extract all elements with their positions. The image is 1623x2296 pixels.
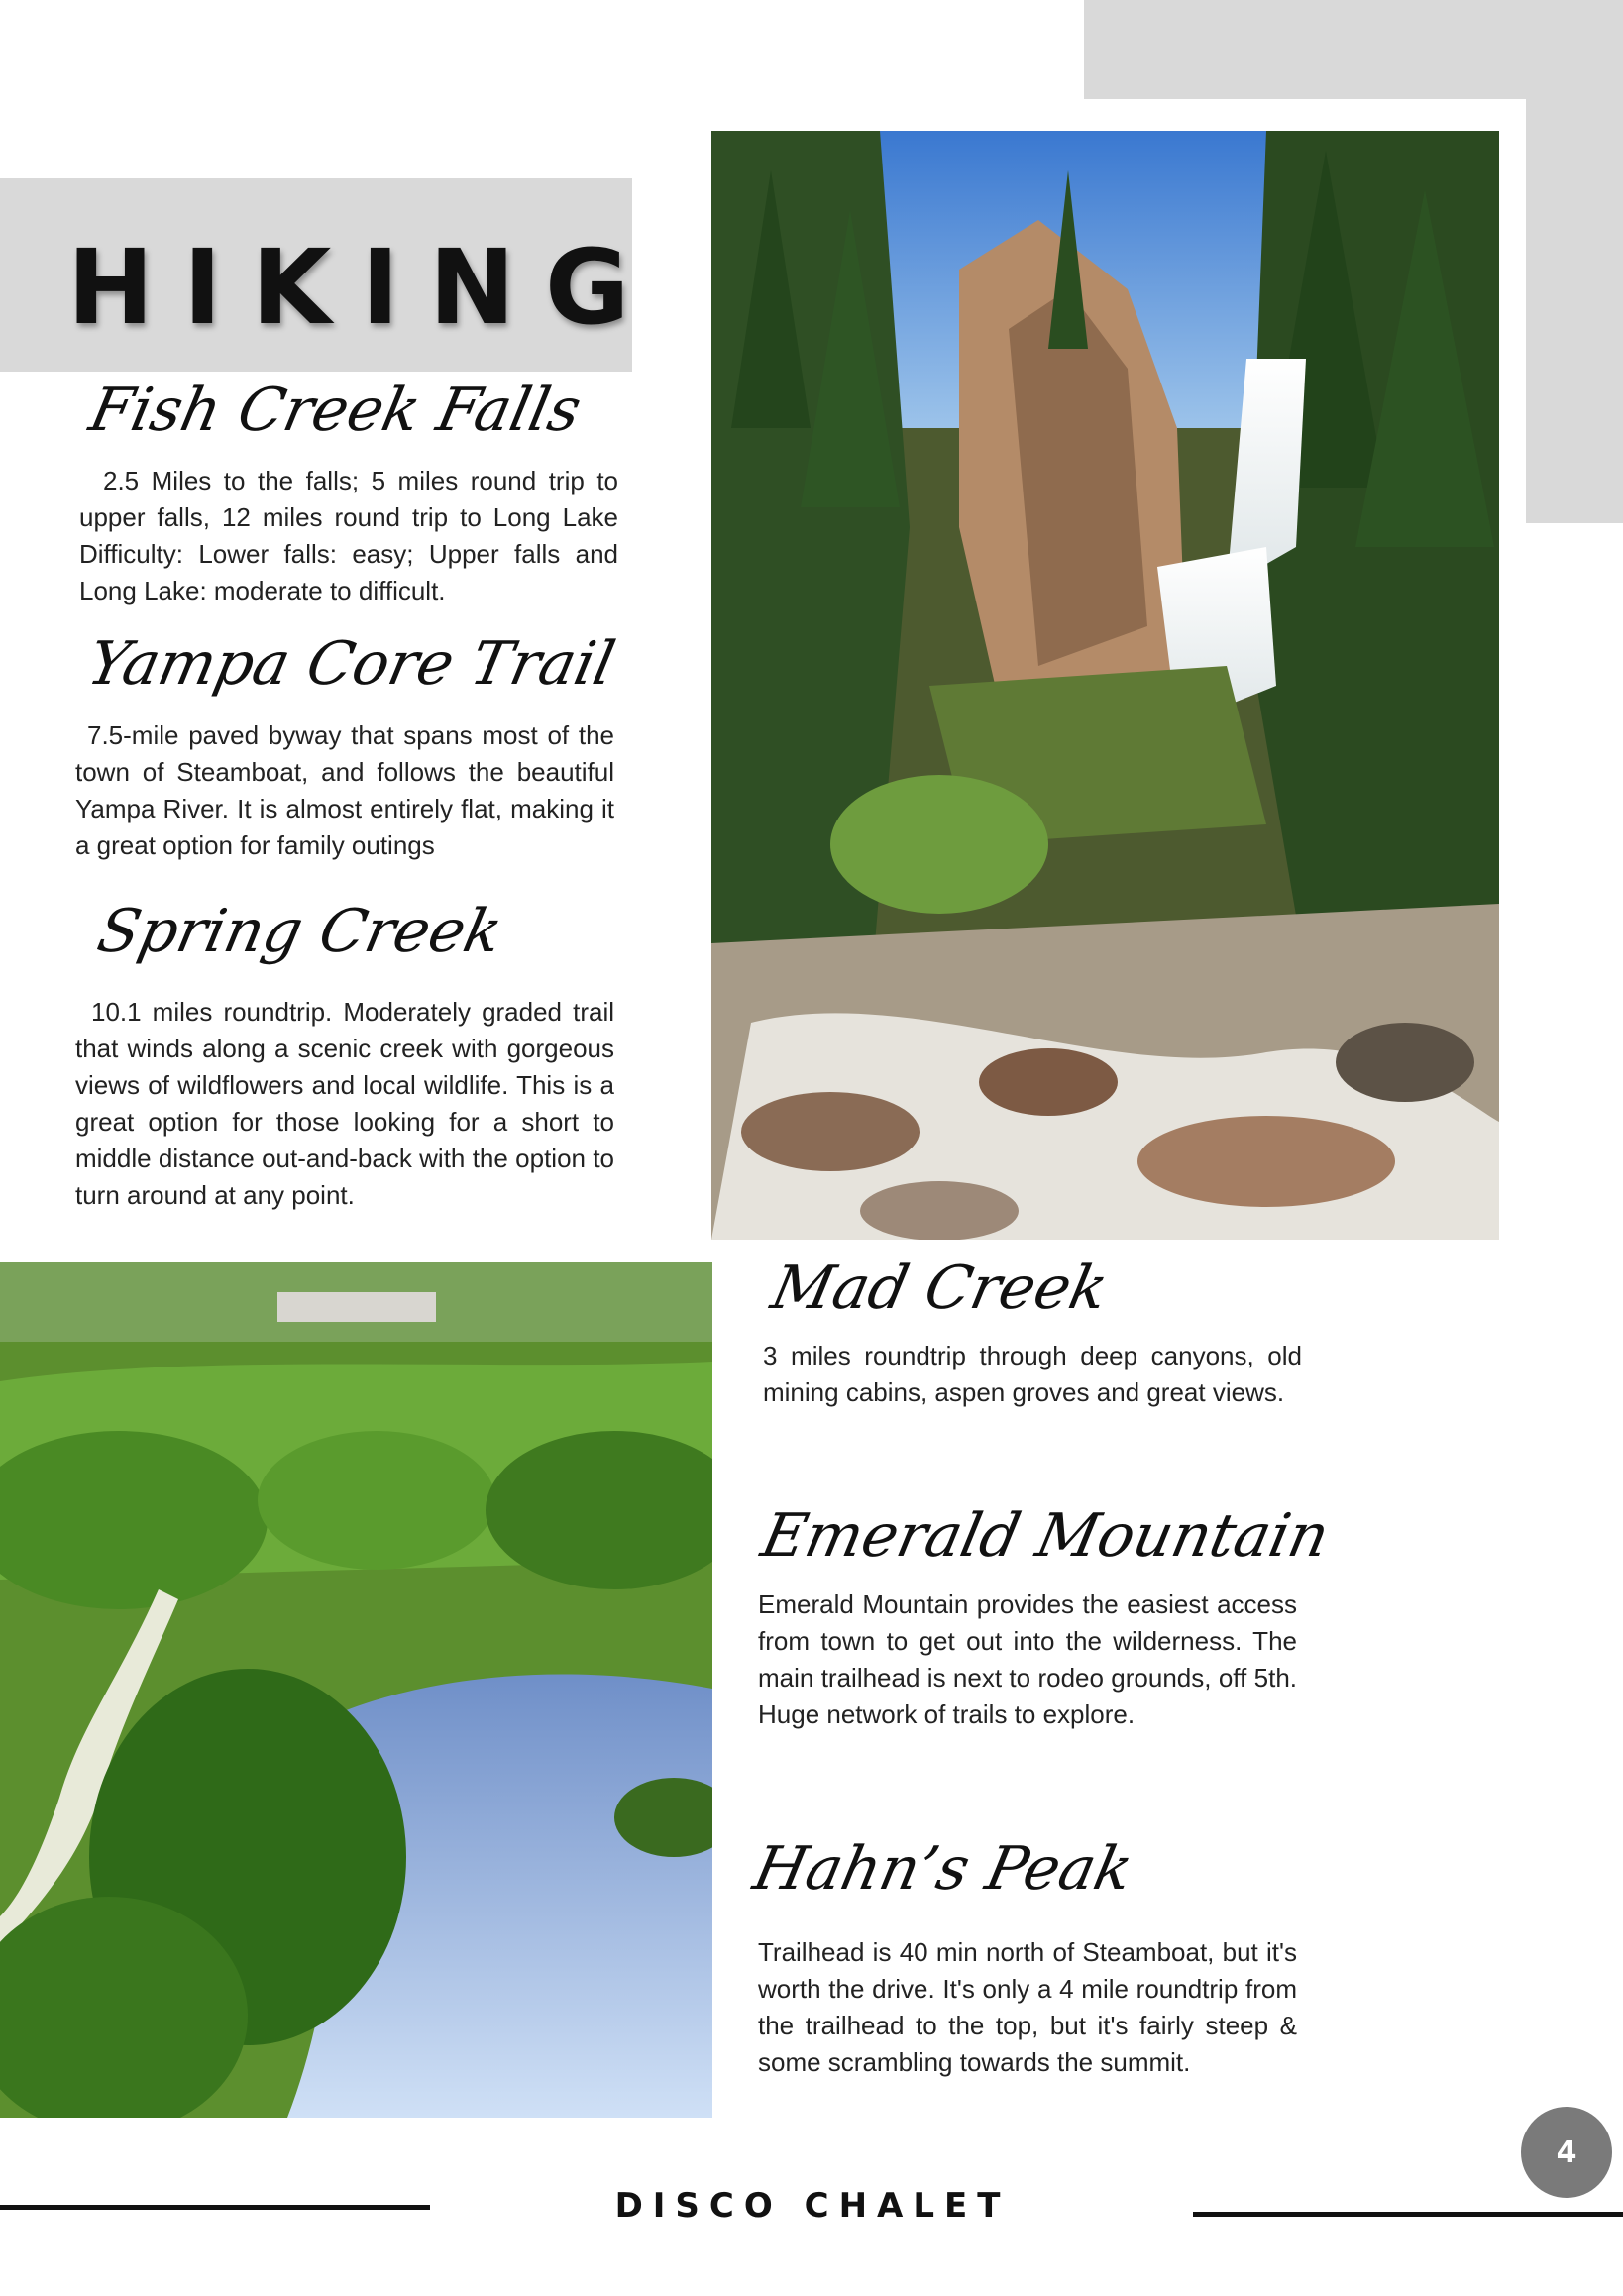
trail-description-yampa-core-trail: 7.5-mile paved byway that spans most of the town of Steamboat, and follows the beautiful Yampa River. It is almost entirely flat, making it a great option for family outings — [75, 720, 614, 860]
trail-name-emerald-mountain: Emerald Mountain — [755, 1501, 1336, 1571]
trail-name-yampa-core-trail: Yampa Core Trail — [81, 629, 621, 699]
river-trail-photo — [0, 1262, 712, 2118]
trail-name-fish-creek-falls: Fish Creek Falls — [83, 376, 588, 445]
footer-divider-right — [1193, 2212, 1623, 2217]
page-number-badge: 4 — [1521, 2107, 1612, 2198]
trail-description-fish-creek-falls: 2.5 Miles to the falls; 5 miles round trip to upper falls, 12 miles round trip to Long Lake Difficulty: Lower falls: easy; Upper falls and Long Lake: moderate to difficult. — [79, 466, 618, 605]
trail-name-mad-creek: Mad Creek — [765, 1254, 1115, 1323]
top-right-gray-block — [1084, 0, 1623, 99]
trail-description-mad-creek: 3 miles roundtrip through deep canyons, old mining cabins, aspen groves and great views. — [763, 1341, 1302, 1407]
trail-name-hahns-peak: Hahn’s Peak — [747, 1834, 1139, 1904]
waterfall-photo — [711, 131, 1499, 1240]
page-title: HIKING — [67, 227, 660, 348]
side-right-gray-block — [1526, 99, 1623, 523]
trail-description-hahns-peak: Trailhead is 40 min north of Steamboat, but it's worth the drive. It's only a 4 mile roundtrip from the trailhead to the top, but it's fairly steep & some scrambling towards the summit. — [758, 1937, 1297, 2077]
trail-description-emerald-mountain: Emerald Mountain provides the easiest access from town to get out into the wilderness. The main trailhead is next to rodeo grounds, off 5th. Huge network of trails to explore. — [758, 1589, 1297, 1729]
trail-description-spring-creek: 10.1 miles roundtrip. Moderately graded trail that winds along a scenic creek with gorgeous views of wildflowers and local wildlife. This is a great option for those looking for a short to middle distance out-and-back with the option to turn around at any point. — [75, 997, 614, 1210]
footer-divider-left — [0, 2205, 430, 2210]
footer-brand: DISCO CHALET — [614, 2186, 1011, 2226]
trail-name-spring-creek: Spring Creek — [91, 897, 508, 966]
